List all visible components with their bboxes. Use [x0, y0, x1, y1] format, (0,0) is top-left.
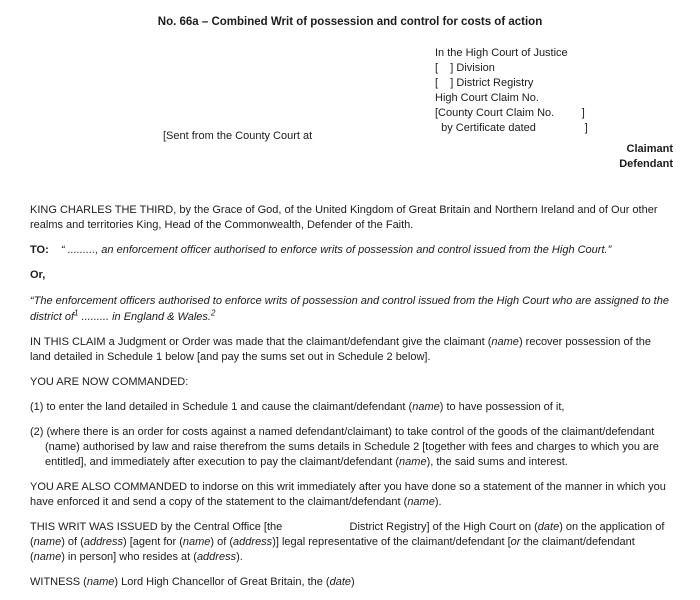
sent-from-county-court-line: [Sent from the County Court at [163, 130, 313, 142]
high-court-claim-no-line: High Court Claim No. [435, 92, 539, 104]
witness-line: WITNESS (name) Lord High Chancellor of Great Britain, the (date) [30, 576, 355, 588]
body-text [30, 203, 672, 600]
division-line: [ ] Division [435, 62, 495, 74]
in-this-claim-paragraph: IN THIS CLAIM a Judgment or Order was made that the claimant/defendant give the claimant (name) recover possession of the land detailed in Schedule 1 below [and pay the sums set out in Schedule 2 below]. [30, 336, 652, 363]
writ-issued-paragraph: THIS WRIT WAS ISSUED by the Central Office [the District Registry] of the High Court on (date) on the application of (name) of (address) [agent for (name) of (address)] legal representative of the claimant/defendant [or the claimant/defendant (name) in person] who resides at (address). [30, 521, 665, 563]
certificate-dated-line: by Certificate dated ] [435, 122, 588, 134]
form-title: No. 66a – Combined Writ of possession and control for costs of action [157, 16, 543, 28]
defendant-label: Defendant [619, 158, 673, 170]
district-registry-line: [ ] District Registry [435, 77, 534, 89]
command-item-2: (2) (where there is an order for costs against a named defendant/claimant) to take control of the goods of the claimant/defendant (name) authorised by law and raise therefrom the sums details in Schedule 2 [together with fees and charges to which you are entitled], and immediately after execution to pay the claimant/defendant (name), the said sums and interest. [30, 426, 659, 468]
in-the-high-court-line: In the High Court of Justice [435, 47, 568, 59]
command-item-1: (1) to enter the land detailed in Schedule 1 and cause the claimant/defendant (name) to have possession of it, [30, 401, 565, 413]
enforcement-officers-quote: “The enforcement officers authorised to enforce writs of possession and control issued from the High Court who are assigned to the district $of^1$ ......... in England & Wales.$^2$ [30, 295, 669, 323]
or-line: Or, [30, 269, 46, 281]
to-addressee-line: TO: “ ........., an enforcement officer authorised to enforce writs of possession and control issued from the High Court.” [30, 244, 612, 256]
commanded-heading: YOU ARE NOW COMMANDED: [30, 376, 189, 388]
claimant-label: Claimant [626, 143, 673, 155]
royal-preamble-paragraph: KING CHARLES THE THIRD, by the Grace of God, of the United Kingdom of Great Britain and Northern Ireland and of Our other realms and territories King, Head of the Commonwealth, Defender of the Faith. [30, 204, 658, 231]
court-header-block [435, 46, 588, 136]
county-court-claim-no-line: [County Court Claim No. ] [435, 107, 585, 119]
also-commanded-paragraph: YOU ARE ALSO COMMANDED to indorse on this writ immediately after you have done so a statement of the manner in which you have enforced it and send a copy of the statement to the claimant/defendant (name). [30, 481, 666, 508]
